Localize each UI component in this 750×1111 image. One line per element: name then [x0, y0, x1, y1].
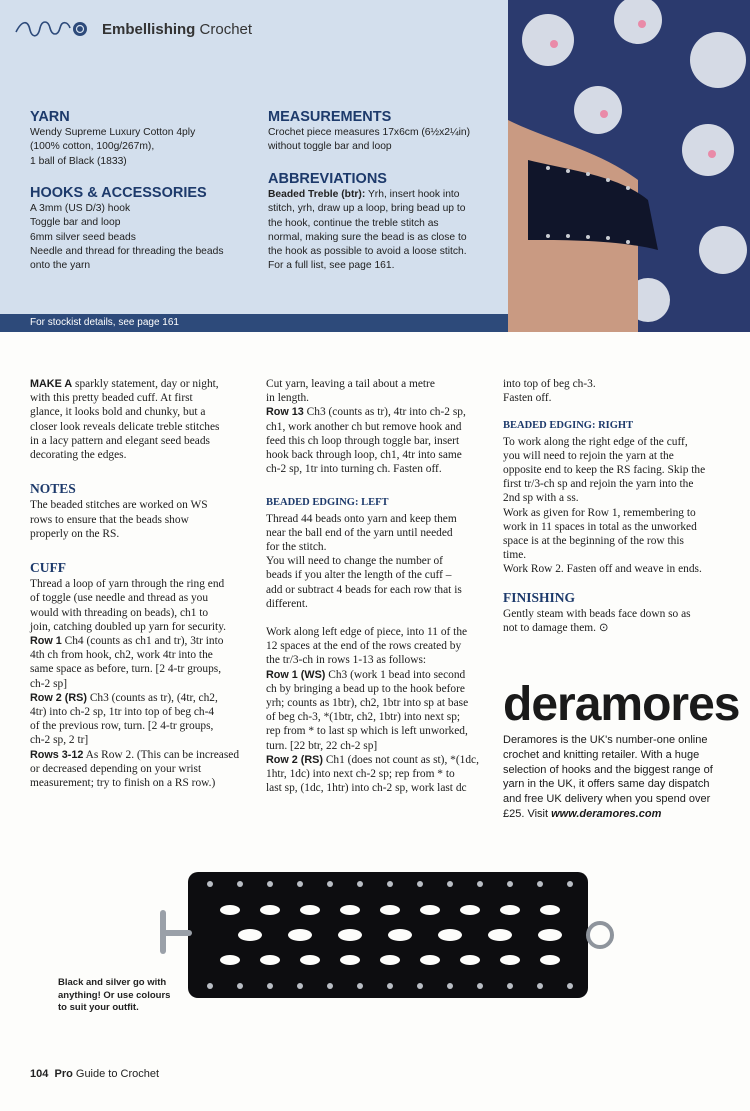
hooks-block: [30, 186, 265, 273]
sponsor-link: www.deramores.com: [551, 807, 662, 820]
cuff-heading: CUFF: [30, 560, 66, 576]
cuff-line: would with threading on beads), ch1 to: [30, 606, 209, 619]
right-line: 2nd sp with a ss.: [503, 492, 579, 505]
stockist-bar: For stockist details, see page 161: [0, 314, 508, 332]
finishing-line: not to damage them. ⊙: [503, 622, 609, 635]
section-header: [14, 14, 252, 44]
row2rs-line: last sp, (1dc, 1htr) into ch-2 sp, work last dc: [266, 782, 467, 795]
hooks-line: 6mm silver seed beads: [30, 231, 136, 243]
hooks-line: onto the yarn: [30, 260, 91, 272]
hooks-heading: HOOKS & ACCESSORIES: [30, 185, 207, 201]
measurements-line: Crochet piece measures 17x6cm (6½x2¼in): [268, 127, 471, 139]
section-title: Embellishing Crochet: [102, 20, 253, 38]
column-1: [30, 377, 255, 790]
row1ws-line: rep from * to last sp which is left unworked,: [266, 725, 468, 738]
crochet-cuff-illustration: [160, 850, 620, 1018]
right-line: work in 11 spaces in total as the unworked: [503, 520, 697, 533]
yarn-line: Wendy Supreme Luxury Cotton 4ply: [30, 127, 196, 139]
work-line: 12 spaces at the end of the rows created by: [266, 640, 462, 653]
right-line: opposite end to keep the RS facing. Skip the: [503, 464, 706, 477]
sponsor-line: Deramores is the UK's number-one online: [503, 734, 708, 746]
right-line: space is at the beginning of the row this: [503, 535, 684, 548]
deramores-logo: deramores: [503, 678, 740, 731]
rows3-line: or decreased depending on your wrist: [30, 762, 202, 775]
photo-caption: [58, 977, 178, 1015]
sponsor-line: £25. Visit www.deramores.com: [503, 807, 662, 820]
intro-lead: MAKE A: [30, 378, 73, 390]
row2-line: ch-2 sp, 2 tr]: [30, 734, 89, 747]
row13-line: hook back through loop, ch1, 4tr into same: [266, 449, 462, 462]
caption-line: anything! Or use colours: [58, 989, 171, 1001]
cont-line: Fasten off.: [503, 392, 552, 405]
yarn-heading: YARN: [30, 109, 70, 125]
row2-label: Row 2 (RS): [30, 691, 87, 704]
row1-line: 4th ch from hook, ch2, work 4tr into the: [30, 649, 213, 662]
notes-heading: NOTES: [30, 481, 76, 497]
footer-title: Guide to Crochet: [72, 1068, 160, 1080]
left-line: Thread 44 beads onto yarn and keep them: [266, 512, 457, 525]
abbreviations-line: Beaded Treble (btr): Yrh, insert hook into: [268, 189, 460, 201]
intro-line: with this pretty beaded cuff. At first: [30, 392, 193, 405]
abbreviations-heading: ABBREVIATIONS: [268, 171, 387, 187]
work-line: the tr/3-ch in rows 1-13 as follows:: [266, 654, 427, 667]
notes-line: properly on the RS.: [30, 527, 120, 540]
sponsor-line: yarn in the UK, it offers same day dispatch: [503, 778, 710, 791]
intro-line: decorating the edges.: [30, 449, 127, 462]
row1-line: ch-2 sp]: [30, 677, 68, 690]
row13-line: Row 13 Ch3 (counts as tr), 4tr into ch-2 sp,: [266, 406, 466, 419]
right-line: Work Row 2. Fasten off and weave in ends.: [503, 563, 702, 576]
right-line: Work as given for Row 1, remembering to: [503, 506, 696, 519]
row1ws-line: yrh; counts as 1btr), ch2, 1btr into sp at base: [266, 697, 469, 710]
sponsor-text: [503, 733, 733, 822]
row13-label: Row 13: [266, 406, 304, 419]
caption-line: Black and silver go with: [58, 977, 167, 988]
row13-line: ch1, work another ch but remove hook and: [266, 420, 462, 433]
dress-pattern-illustration: [508, 0, 750, 332]
caption-line: to suit your outfit.: [58, 1002, 139, 1013]
footer-brand: Pro: [54, 1068, 73, 1080]
row2rs-line: Row 2 (RS) Ch1 (does not count as st), *(1dc,: [266, 753, 479, 766]
notes-line: The beaded stitches are worked on WS: [30, 499, 208, 512]
abbreviations-line: stitch, yrh, draw up a loop, bring bead up to: [268, 203, 466, 215]
row2rs-label: Row 2 (RS): [266, 753, 323, 766]
abbreviations-line: the hook as possible to avoid a loose stitch.: [268, 246, 467, 258]
yarn-line: 1 ball of Black (1833): [30, 155, 127, 167]
cuff-line: join, catching doubled up yarn for security.: [30, 620, 227, 633]
abbreviation-term: Beaded Treble (btr):: [268, 189, 366, 201]
column-3: [503, 377, 738, 635]
row2rs-line: 1htr, 1dc) into next ch-2 sp; rep from * to: [266, 768, 455, 781]
notes-line: rows to ensure that the beads show: [30, 513, 189, 526]
intro-line: MAKE A sparkly statement, day or night,: [30, 378, 219, 390]
intro-line: closer look reveals delicate treble stitches: [30, 420, 220, 433]
row1ws-line: Row 1 (WS) Ch3 (work 1 bead into second: [266, 668, 466, 681]
abbreviations-block: [268, 172, 504, 273]
row1-line: Row 1 Ch4 (counts as ch1 and tr), 3tr into: [30, 635, 224, 648]
sponsor-line: and free UK delivery when you spend over: [503, 793, 711, 806]
page-number: 104: [30, 1068, 49, 1080]
rows3-line: measurement; try to finish on a RS row.): [30, 777, 216, 790]
yarn-line: (100% cotton, 100g/267m),: [30, 141, 155, 153]
measurements-heading: MEASUREMENTS: [268, 109, 392, 125]
row2-line: Row 2 (RS) Ch3 (counts as tr), (4tr, ch2,: [30, 691, 218, 704]
hooks-line: Needle and thread for threading the beads: [30, 245, 224, 257]
row2-line: 4tr) into ch-2 sp, 1tr into top of beg ch-4: [30, 706, 215, 719]
swirl-ornament-icon: [14, 16, 94, 42]
abbreviations-line: the hook, continue the treble stitch as: [268, 217, 439, 229]
sponsor-line: selection of hooks and the biggest range of: [503, 763, 713, 776]
yarn-block: [30, 110, 260, 169]
left-line: for the stitch.: [266, 541, 327, 554]
work-line: Work along left edge of piece, into 11 of the: [266, 626, 468, 639]
row1ws-line: turn. [22 btr, 22 ch-2 sp]: [266, 739, 378, 752]
row1ws-label: Row 1 (WS): [266, 668, 326, 681]
hooks-line: Toggle bar and loop: [30, 217, 121, 229]
row13-line: feed this ch loop through toggle bar, insert: [266, 434, 460, 447]
page-footer: [30, 1068, 159, 1080]
cut-line: Cut yarn, leaving a tail about a metre: [266, 378, 435, 390]
intro-line: in a lacy pattern and elegant seed beads: [30, 434, 210, 447]
row1-line: same space as before, turn. [2 4-tr groups,: [30, 663, 222, 676]
row2-line: of the previous row, turn. [2 4-tr groups,: [30, 720, 214, 733]
cuff-worn-photo: [508, 0, 750, 332]
intro-line: glance, it looks bold and chunky, but a: [30, 406, 206, 419]
cuff-line: of toggle (use needle and thread as you: [30, 592, 209, 605]
cuff-line: Thread a loop of yarn through the ring end: [30, 578, 225, 591]
row1ws-line: of beg ch-3, *(1btr, ch2, 1btr) into next sp;: [266, 711, 461, 724]
beaded-edging-left-heading: BEADED EDGING: LEFT: [266, 497, 389, 509]
row13-line: ch-2 sp, 1tr into turning ch. Fasten off.: [266, 463, 442, 476]
abbreviations-line: normal, making sure the bead is as close to: [268, 231, 467, 243]
right-line: time.: [503, 549, 527, 562]
right-line: To work along the right edge of the cuff,: [503, 435, 688, 448]
finishing-heading: FINISHING: [503, 589, 576, 605]
rows3-line: Rows 3-12 As Row 2. (This can be increased: [30, 748, 240, 761]
right-line: first tr/3-ch sp and rejoin the yarn into the: [503, 478, 694, 491]
finishing-line: Gently steam with beads face down so as: [503, 607, 691, 620]
beaded-edging-right-heading: BEADED EDGING: RIGHT: [503, 420, 634, 432]
left-line: near the ball end of the yarn until needed: [266, 526, 453, 539]
abbreviations-line: For a full list, see page 161.: [268, 260, 395, 272]
left-line: You will need to change the number of: [266, 555, 443, 568]
cut-line: in length.: [266, 392, 310, 405]
right-line: you will need to rejoin the yarn at the: [503, 449, 674, 462]
left-line: different.: [266, 597, 308, 610]
row1ws-line: ch by bringing a bead up to the hook before: [266, 682, 465, 695]
hooks-line: A 3mm (US D/3) hook: [30, 203, 131, 215]
toggle-ring: [588, 923, 612, 947]
sponsor-line: crochet and knitting retailer. With a huge: [503, 748, 700, 761]
row1-label: Row 1: [30, 635, 62, 648]
measurements-line: without toggle bar and loop: [268, 141, 392, 153]
rows3-label: Rows 3-12: [30, 748, 84, 761]
cont-line: into top of beg ch-3.: [503, 378, 596, 390]
left-line: beads if you alter the length of the cuff –: [266, 569, 452, 582]
column-2: [266, 377, 496, 795]
left-line: add or subtract 4 beads for each row that is: [266, 583, 462, 596]
measurements-block: [268, 110, 504, 155]
